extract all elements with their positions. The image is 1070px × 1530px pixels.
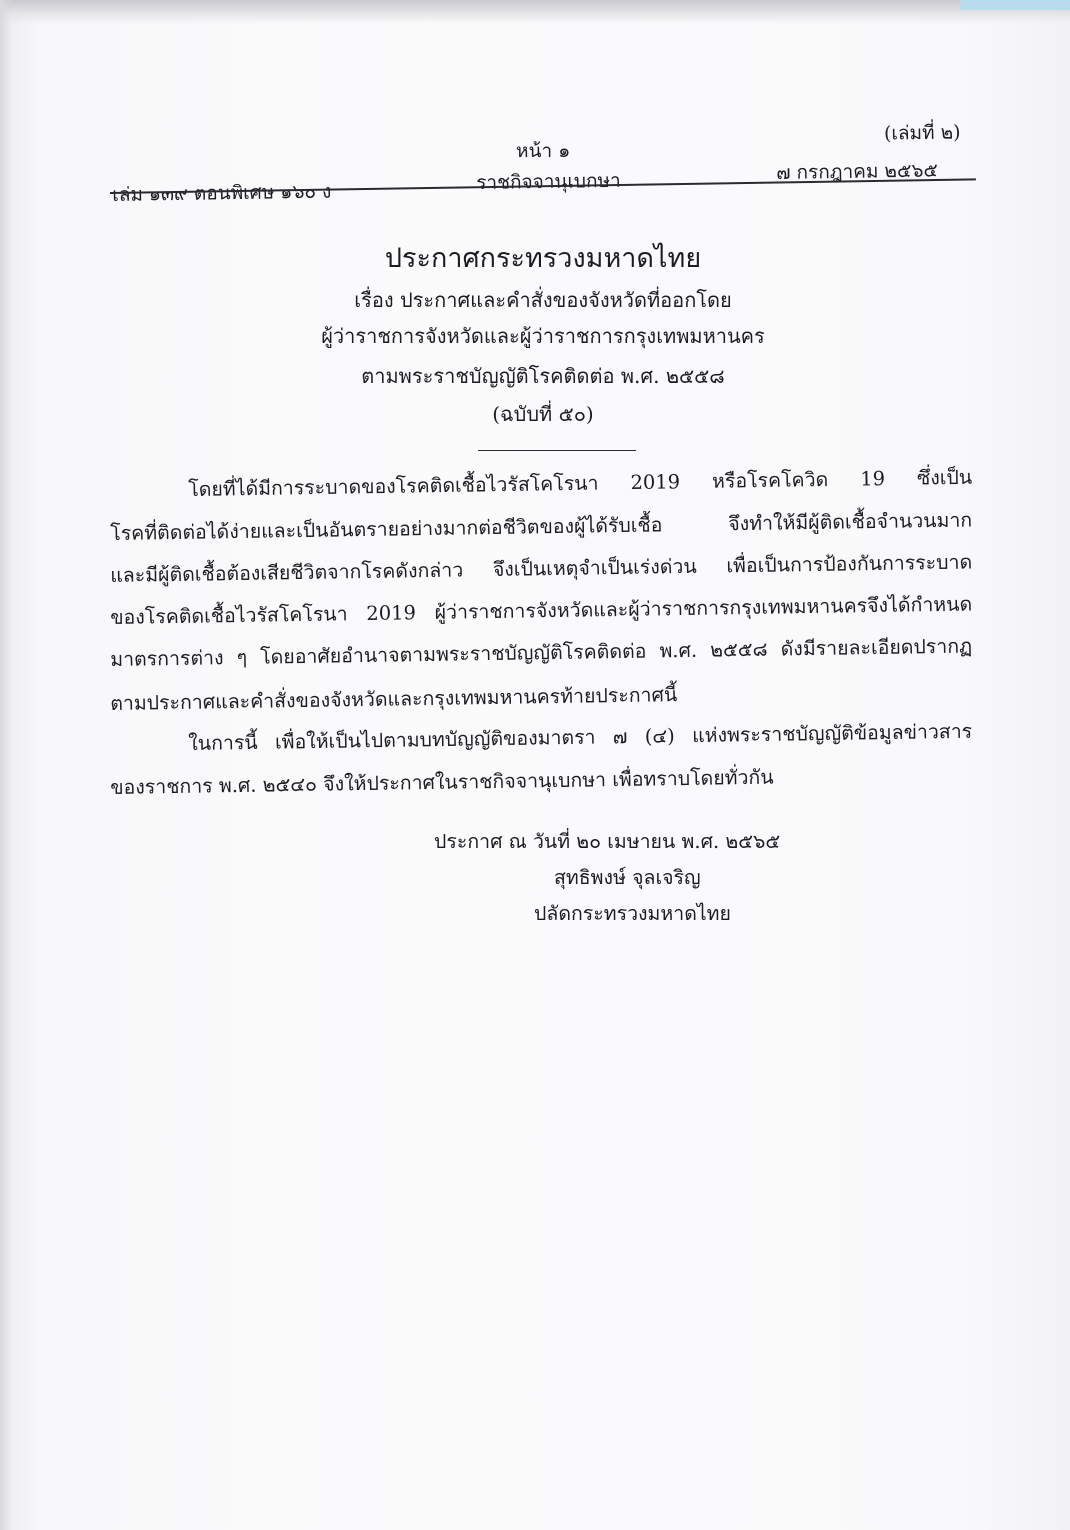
signatory-name: สุทธิพงษ์ จุลเจริญ	[554, 866, 701, 889]
paragraph-2-line: ของราชการ พ.ศ. ๒๕๔๐ จึงให้ประกาศในราชกิจจานุเบกษา เพื่อทราบโดยทั่วกัน	[110, 765, 774, 799]
paragraph-1-line: โรคที่ติดต่อได้ง่ายและเป็นอันตรายอย่างมากต่อชีวิตของผู้ได้รับเชื้อ จึงทำให้มีผู้ติดเชื้อจำนวนมาก	[110, 508, 973, 545]
gazette-publication: ราชกิจจานุเบกษา	[476, 169, 621, 194]
gazette-date: ๗ กรกฎาคม ๒๕๖๕	[776, 159, 938, 184]
issue-number: (ฉบับที่ ๕๐)	[492, 402, 594, 426]
announcement-title: ประกาศกระทรวงมหาดไทย	[384, 243, 702, 274]
signing-date: ประกาศ ณ วันที่ ๒๐ เมษายน พ.ศ. ๒๕๖๕	[434, 830, 781, 853]
page-number: หน้า ๑	[516, 140, 571, 162]
paragraph-2-line: ในการนี้ เพื่อให้เป็นไปตามบทบัญญัติของมาตรา ๗ (๔) แห่งพระราชบัญญัติข้อมูลข่าวสาร	[188, 719, 973, 755]
paragraph-1-line: ของโรคติดเชื้อไวรัสโคโรนา 2019 ผู้ว่าราชการจังหวัดและผู้ว่าราชการกรุงเทพมหานครจึงได้กำหนด	[110, 592, 973, 629]
title-divider	[478, 450, 636, 451]
gazette-part: (เล่มที่ ๒)	[883, 121, 961, 145]
paragraph-1-line: มาตรการต่าง ๆ โดยอาศัยอำนาจตามพระราชบัญญัติโรคติดต่อ พ.ศ. ๒๕๕๘ ดังมีรายละเอียดปรากฏ	[110, 634, 973, 671]
subject-line: ผู้ว่าราชการจังหวัดและผู้ว่าราชการกรุงเทพมหานคร	[321, 324, 765, 348]
paragraph-1-line: โดยที่ได้มีการระบาดของโรคติดเชื้อไวรัสโคโรนา 2019 หรือโรคโควิด 19 ซึ่งเป็น	[188, 465, 973, 501]
gazette-volume: เล่ม ๑๓๙ ตอนพิเศษ ๑๖๐ ง	[112, 180, 332, 206]
paragraph-1-line: และมีผู้ติดเชื้อต้องเสียชีวิตจากโรคดังกล่าว จึงเป็นเหตุจำเป็นเร่งด่วน เพื่อเป็นการป้องกันการระบาด	[110, 550, 973, 587]
subject-line: ตามพระราชบัญญัติโรคติดต่อ พ.ศ. ๒๕๕๘	[361, 364, 725, 388]
page-left-shadow	[0, 0, 12, 1530]
blue-tab	[960, 0, 1070, 10]
subject-line: เรื่อง ประกาศและคำสั่งของจังหวัดที่ออกโดย	[354, 288, 732, 312]
paragraph-1-line: ตามประกาศและคำสั่งของจังหวัดและกรุงเทพมหานครท้ายประกาศนี้	[110, 683, 678, 715]
page-top-shadow	[0, 0, 1070, 24]
signatory-position: ปลัดกระทรวงมหาดไทย	[534, 902, 731, 925]
